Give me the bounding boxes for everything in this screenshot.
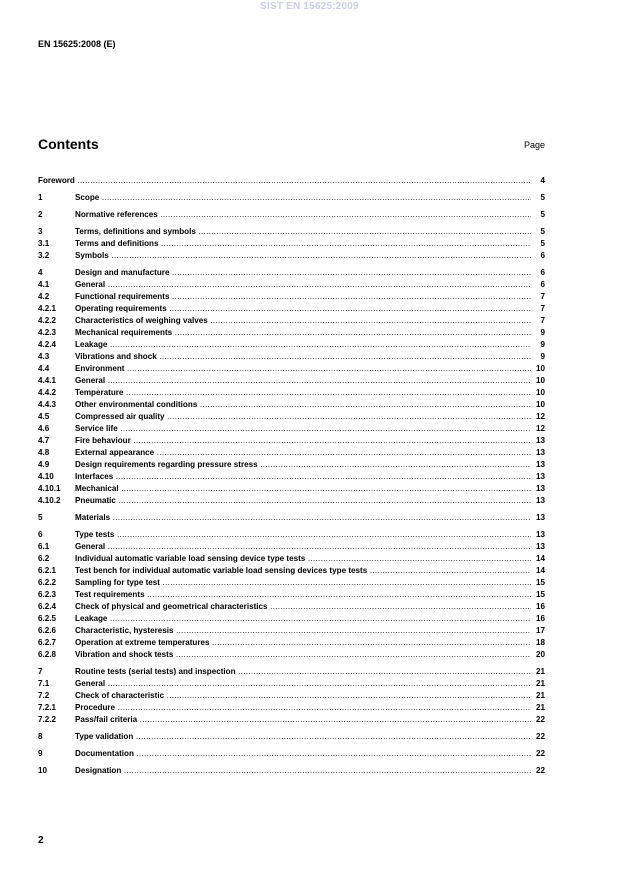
toc-entry-number: 7.1 [38,679,50,688]
toc-entry[interactable] [38,577,545,589]
toc-entry-title: Other environmental conditions ..... [75,399,531,411]
toc-entry-number: 4.10 [38,472,54,481]
toc-entry-number: 6.2.1 [38,566,57,575]
toc-entry[interactable] [38,765,545,777]
toc-entry-number: 6.2.6 [38,626,57,635]
toc-entry-title: Interfaces ..... [75,471,531,483]
toc-entry-title: Pneumatic ..... [75,495,531,507]
toc-entry-page: 5 [540,227,545,236]
toc-entry-page: 22 [535,766,545,775]
toc-entry-title: Scope ..... [75,192,531,204]
toc-entry[interactable] [38,541,545,553]
toc-entry-number: 4.10.2 [38,496,61,505]
toc-entry[interactable] [38,447,545,459]
toc-entry-title: Foreword ..... [38,175,531,187]
toc-entry-title: Test requirements ..... [75,589,531,601]
toc-entry-page: 18 [535,638,545,647]
toc-entry-title: Procedure ..... [75,702,531,714]
toc-entry[interactable] [38,339,545,351]
toc-entry[interactable] [38,303,545,315]
toc-entry-title: Temperature ..... [75,387,531,399]
toc-entry-number: 7.2.2 [38,715,57,724]
watermark: SIST EN 15625:2009 [260,1,359,12]
toc-entry-number: 4.6 [38,424,50,433]
toc-entry-number: 4.7 [38,436,50,445]
toc-entry-number: 10 [38,766,48,775]
toc-entry-page: 7 [540,292,545,301]
toc-entry-number: 4.2.4 [38,340,57,349]
toc-entry-title: Routine tests (serial tests) and inspection ..... [75,666,531,678]
toc-entry-page: 5 [540,239,545,248]
page-column-label: Page [523,140,545,150]
toc-entry-number: 4.3 [38,352,50,361]
toc-entry-page: 6 [540,268,545,277]
toc-entry-page: 9 [540,352,545,361]
toc-entry-title: Leakage ..... [75,613,531,625]
toc-entry-page: 10 [535,388,545,397]
toc-entry-title: Characteristic, hysteresis ..... [75,625,531,637]
toc-entry[interactable] [38,387,545,399]
toc-entry-title: Environment ..... [75,363,531,375]
toc-entry[interactable] [38,399,545,411]
toc-entry-title: Vibrations and shock ..... [75,351,531,363]
toc-entry-page: 22 [535,732,545,741]
toc-entry-page: 16 [535,614,545,623]
toc-entry-number: 3.2 [38,251,50,260]
toc-entry-title: Check of characteristic ..... [75,690,531,702]
toc-entry[interactable] [38,748,545,760]
toc-entry-page: 15 [535,578,545,587]
toc-entry-page: 13 [535,484,545,493]
toc-entry[interactable] [38,471,545,483]
toc-entry-page: 13 [535,530,545,539]
toc-entry[interactable] [38,601,545,613]
toc-entry-page: 21 [535,667,545,676]
toc-entry-number: 6.2.2 [38,578,57,587]
toc-entry[interactable] [38,529,545,541]
toc-entry-title: Normative references ..... [75,209,531,221]
toc-entry-page: 10 [535,364,545,373]
toc-entry-page: 14 [535,566,545,575]
toc-entry-page: 21 [535,703,545,712]
toc-entry-number: 6.2 [38,554,50,563]
toc-entry-number: 7.2.1 [38,703,57,712]
toc-entry-title: Check of physical and geometrical characteristics ..... [75,601,531,613]
toc-entry[interactable] [38,649,545,661]
toc-entry-title: Terms, definitions and symbols ..... [75,226,531,238]
toc-entry-title: Service life ..... [75,423,531,435]
toc-entry-title: Characteristics of weighing valves ..... [75,315,531,327]
toc-entry-title: Design requirements regarding pressure stress ..... [75,459,531,471]
table-of-contents [38,175,545,777]
toc-entry[interactable] [38,731,545,743]
toc-entry-title: Vibration and shock tests ..... [75,649,531,661]
toc-entry[interactable] [38,666,545,678]
toc-entry-title: Pass/fail criteria ..... [75,714,531,726]
toc-entry-number: 4.2.2 [38,316,57,325]
toc-entry-page: 6 [540,251,545,260]
toc-entry-page: 21 [535,679,545,688]
toc-entry-number: 4.5 [38,412,50,421]
toc-entry-number: 3.1 [38,239,50,248]
toc-entry-page: 13 [535,542,545,551]
toc-entry-number: 4.2.1 [38,304,57,313]
toc-entry-number: 4.4.3 [38,400,57,409]
toc-entry-number: 6.2.7 [38,638,57,647]
toc-entry-number: 1 [38,193,43,202]
toc-entry-title: General ..... [75,279,531,291]
toc-entry-page: 17 [535,626,545,635]
toc-entry-title: Mechanical ..... [75,483,531,495]
toc-entry-title: Mechanical requirements ..... [75,327,531,339]
toc-entry-page: 22 [535,749,545,758]
toc-entry-title: Operation at extreme temperatures ..... [75,637,531,649]
toc-entry-page: 21 [535,691,545,700]
toc-entry-page: 13 [535,472,545,481]
toc-entry-page: 10 [535,376,545,385]
toc-entry-number: 5 [38,513,43,522]
toc-entry-page: 7 [540,316,545,325]
toc-entry-number: 6.2.3 [38,590,57,599]
toc-entry[interactable] [38,291,545,303]
toc-entry-title: Individual automatic variable load sensing device type tests ..... [75,553,531,565]
document-id: EN 15625:2008 (E) [38,39,116,49]
toc-entry[interactable] [38,690,545,702]
toc-entry-page: 5 [540,193,545,202]
toc-entry-number: 4.2.3 [38,328,57,337]
toc-entry-title: Operating requirements ..... [75,303,531,315]
toc-entry-page: 9 [540,328,545,337]
toc-entry-number: 4.9 [38,460,50,469]
toc-entry-page: 10 [535,400,545,409]
toc-entry-title: General ..... [75,375,531,387]
toc-entry[interactable] [38,363,545,375]
toc-entry[interactable] [38,192,545,204]
toc-entry[interactable] [38,714,545,726]
toc-entry-title: General ..... [75,541,531,553]
toc-entry-number: 4 [38,268,43,277]
toc-entry[interactable] [38,375,545,387]
toc-entry-number: 2 [38,210,43,219]
toc-entry-page: 16 [535,602,545,611]
toc-entry-page: 13 [535,436,545,445]
toc-entry-title: Materials ..... [75,512,531,524]
toc-entry-page: 12 [535,424,545,433]
toc-entry[interactable] [38,423,545,435]
toc-entry-page: 12 [535,412,545,421]
page-number: 2 [38,835,44,846]
toc-entry-page: 13 [535,513,545,522]
toc-entry-page: 5 [540,210,545,219]
toc-entry-number: 7 [38,667,43,676]
toc-entry-page: 9 [540,340,545,349]
toc-entry[interactable] [38,327,545,339]
toc-entry[interactable] [38,512,545,524]
toc-entry[interactable] [38,175,545,187]
toc-entry-number: 6.2.5 [38,614,57,623]
toc-entry-title: General ..... [75,678,531,690]
contents-heading: Contents [38,136,99,152]
toc-entry-title: Leakage ..... [75,339,531,351]
toc-entry-number: 4.4.2 [38,388,57,397]
toc-entry-title: Design and manufacture ..... [75,267,531,279]
toc-entry-title: Symbols ..... [75,250,531,262]
toc-entry[interactable] [38,250,545,262]
toc-entry-number: 4.2 [38,292,50,301]
toc-entry-number: 6.1 [38,542,50,551]
toc-entry[interactable] [38,459,545,471]
toc-entry-title: Functional requirements ..... [75,291,531,303]
toc-entry[interactable] [38,435,545,447]
toc-entry[interactable] [38,495,545,507]
toc-entry-page: 14 [535,554,545,563]
toc-entry[interactable] [38,238,545,250]
toc-entry[interactable] [38,267,545,279]
toc-entry-title: External appearance ..... [75,447,531,459]
toc-entry-title: Terms and definitions ..... [75,238,531,250]
toc-entry-title: Type tests ..... [75,529,531,541]
toc-entry[interactable] [38,351,545,363]
toc-entry[interactable] [38,702,545,714]
toc-entry-number: 4.4 [38,364,50,373]
toc-entry[interactable] [38,226,545,238]
toc-entry-page: 4 [540,176,545,185]
toc-entry-page: 15 [535,590,545,599]
toc-entry[interactable] [38,411,545,423]
toc-entry-page: 13 [535,448,545,457]
toc-entry[interactable] [38,279,545,291]
toc-entry-number: 3 [38,227,43,236]
toc-entry-page: 13 [535,460,545,469]
toc-entry[interactable] [38,483,545,495]
toc-entry-number: 6.2.8 [38,650,57,659]
toc-entry[interactable] [38,565,545,577]
toc-entry-title: Designation ..... [75,765,531,777]
toc-entry[interactable] [38,625,545,637]
toc-entry-title: Compressed air quality ..... [75,411,531,423]
toc-entry[interactable] [38,209,545,221]
toc-entry-number: 4.8 [38,448,50,457]
toc-entry[interactable] [38,553,545,565]
toc-entry-number: 4.1 [38,280,50,289]
toc-entry-page: 20 [535,650,545,659]
toc-entry[interactable] [38,613,545,625]
toc-entry-title: Documentation ..... [75,748,531,760]
toc-entry-number: 6.2.4 [38,602,57,611]
toc-entry[interactable] [38,678,545,690]
toc-entry-number: 8 [38,732,43,741]
toc-entry-page: 7 [540,304,545,313]
toc-entry-number: 9 [38,749,43,758]
toc-entry-number: 7.2 [38,691,50,700]
toc-entry-title: Test bench for individual automatic variable load sensing devices type tests ..... [75,565,531,577]
toc-entry[interactable] [38,637,545,649]
toc-entry-number: 4.10.1 [38,484,61,493]
toc-entry[interactable] [38,315,545,327]
toc-entry-page: 13 [535,496,545,505]
toc-entry-page: 22 [535,715,545,724]
toc-entry-title: Type validation ..... [75,731,531,743]
toc-entry-number: 4.4.1 [38,376,57,385]
toc-entry-title: Fire behaviour ..... [75,435,531,447]
toc-entry-number: 6 [38,530,43,539]
toc-entry-title: Sampling for type test ..... [75,577,531,589]
toc-entry[interactable] [38,589,545,601]
toc-entry-page: 6 [540,280,545,289]
